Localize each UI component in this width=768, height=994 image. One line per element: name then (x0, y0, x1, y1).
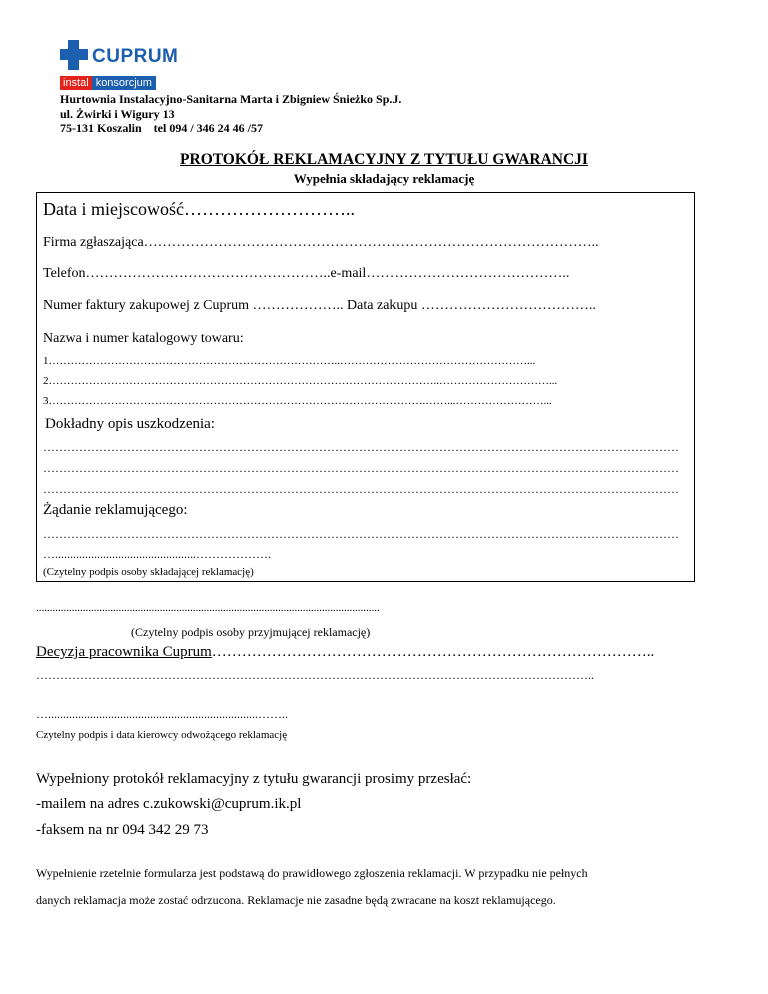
claim-line[interactable]: …………………………………………………………………………………………………………………………………………… (43, 527, 679, 541)
logo-tag-right: konsorcjum (92, 76, 156, 90)
document-title: PROTOKÓŁ REKLAMACYJNY Z TYTUŁU GWARANCJI (180, 151, 588, 168)
invoice-date-field[interactable]: Numer faktury zakupowej z Cuprum ……………….. Data zakupu ……………………………….. (43, 298, 596, 313)
claim-label: Żądanie reklamującego: (43, 502, 188, 518)
driver-signature-caption: Czytelny podpis i data kierowcy odwożącego reklamację (36, 729, 288, 741)
footer-note-line: danych reklamacja może zostać odrzucona. Reklamacje nie zasadne będą zwracane na koszt reklamującego. (36, 893, 556, 907)
logo-tagline (60, 76, 156, 90)
logo-brand: CUPRUM (92, 46, 179, 67)
claim-line[interactable]: …...............................................………………. (43, 547, 271, 561)
cuprum-logo (60, 40, 179, 92)
logo-tag-left: instal (60, 76, 92, 90)
company-city-phone: 75-131 Koszalin tel 094 / 346 24 46 /57 (60, 121, 263, 135)
decision-label: Decyzja pracownika Cuprum (36, 644, 212, 660)
send-fax: -faksem na nr 094 342 29 73 (36, 822, 209, 838)
firm-field[interactable]: Firma zgłaszająca…………………………………………………………………………………….. (43, 235, 599, 250)
product-line[interactable]: 3………………………………………………………………………………………….……...……………………... (43, 395, 552, 407)
company-name: Hurtownia Instalacyjno-Sanitarna Marta i Zbigniew Śnieżko Sp.J. (60, 92, 402, 106)
phone-email-field[interactable]: Telefon……………………………………………..e-mail…………………………………….. (43, 266, 570, 281)
send-intro: Wypełniony protokół reklamacyjny z tytułu gwarancji prosimy przesłać: (36, 771, 472, 787)
driver-signature-line[interactable]: …......................................................................…….. (36, 707, 288, 721)
product-label: Nazwa i numer katalogowy towaru: (43, 331, 244, 346)
damage-line[interactable]: …………………………………………………………………………………………………………………………………………… (43, 440, 679, 454)
decision-row (36, 644, 654, 661)
company-street: ul. Żwirki i Wigury 13 (60, 107, 175, 121)
damage-label: Dokładny opis uszkodzenia: (45, 416, 215, 432)
receiver-signature-line[interactable]: ............................................................................................................................. (36, 602, 380, 614)
receiver-signature-caption: (Czytelny podpis osoby przyjmującej reklamację) (131, 625, 371, 639)
plus-cross-icon (60, 40, 88, 70)
send-email[interactable]: -mailem na adres c.zukowski@cuprum.ik.pl (36, 796, 302, 812)
product-line[interactable]: 2……………………………………………………………………………………………..…………………………... (43, 375, 558, 387)
damage-line[interactable]: …………………………………………………………………………………………………………………………………………… (43, 461, 679, 475)
document-subtitle: Wypełnia składający reklamację (293, 171, 475, 186)
submitter-signature-note: (Czytelny podpis osoby składającej reklamację) (43, 566, 254, 578)
decision-line[interactable]: ………………………………………………………………………………………………………………………….. (36, 668, 594, 682)
date-place-field[interactable]: Data i miejscowość……………………….. (43, 199, 355, 219)
damage-line[interactable]: …………………………………………………………………………………………………………………………………………… (43, 482, 679, 496)
decision-line[interactable]: …………………………………………………………………………….. (211, 644, 655, 660)
product-line[interactable]: 1……………………………………………………………………..……………………………………………... (43, 355, 536, 367)
footer-note-line: Wypełnienie rzetelnie formularza jest podstawą do prawidłowego zgłoszenia reklamacji. W przypadku nie pełnych (36, 866, 588, 880)
